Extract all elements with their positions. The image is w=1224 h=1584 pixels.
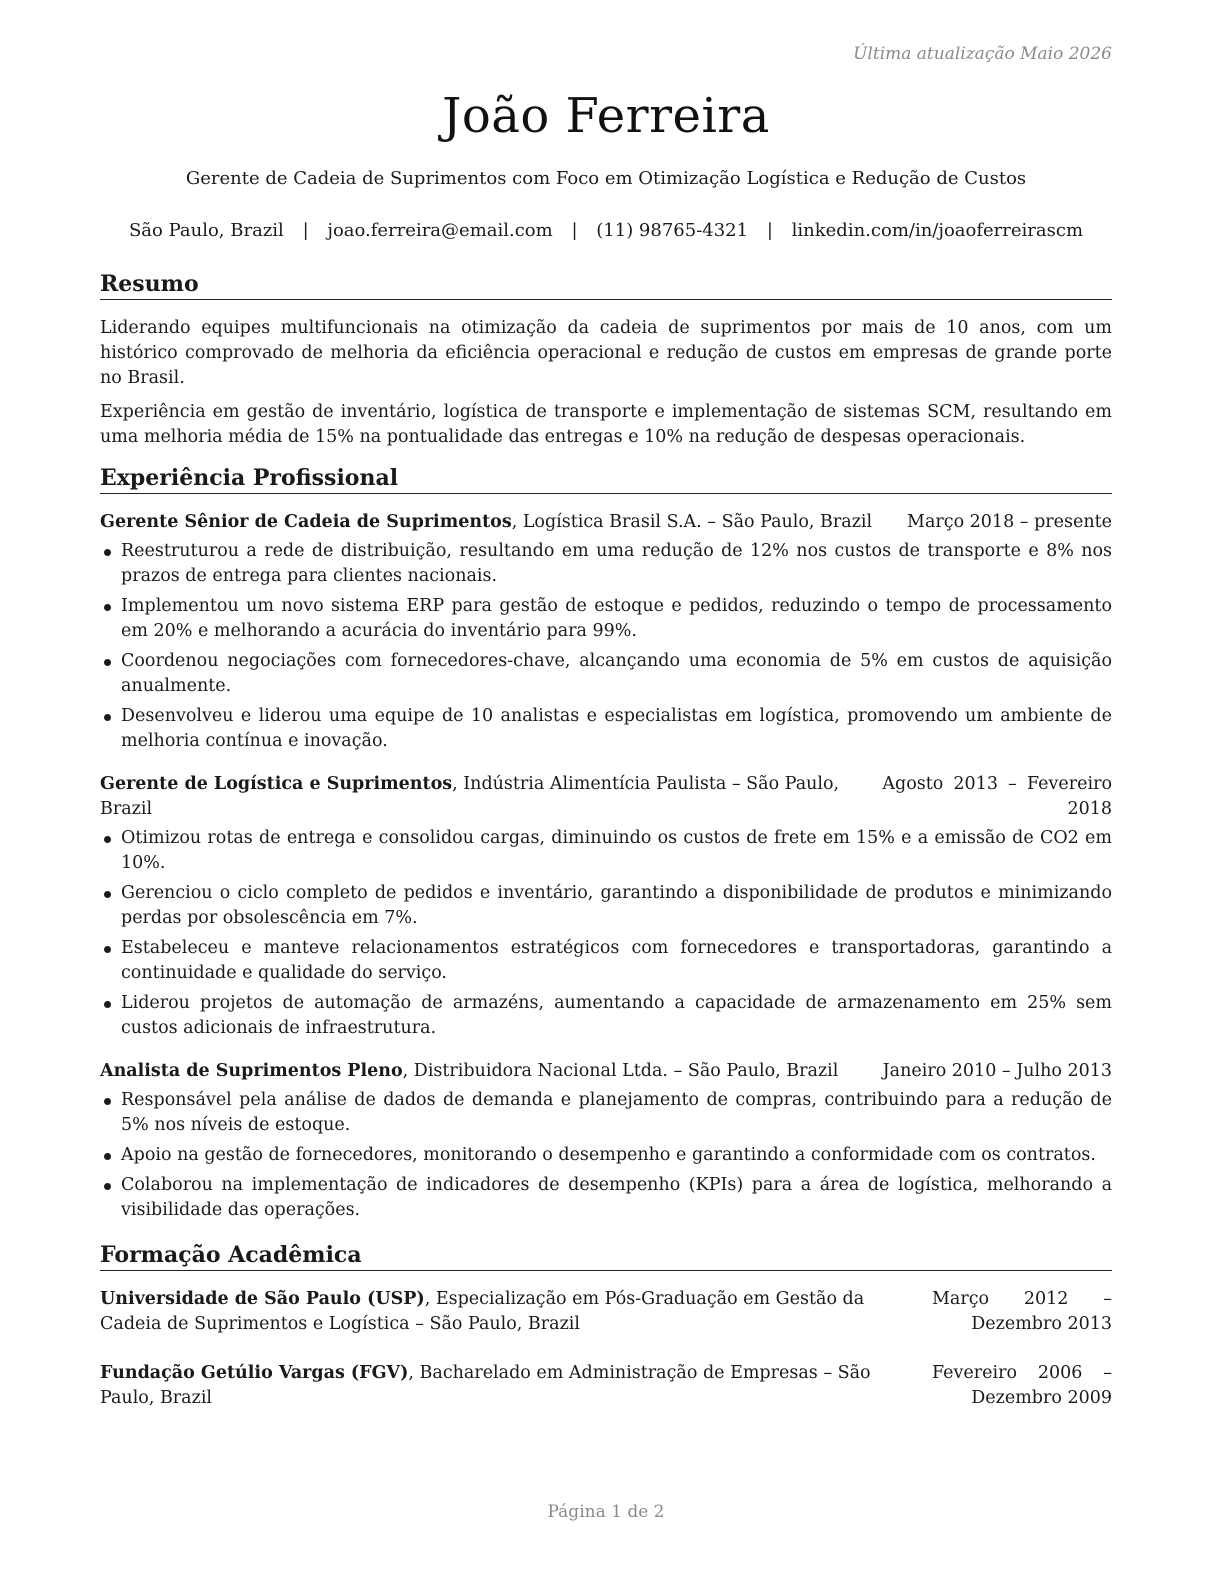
job-header: [100, 1059, 1112, 1084]
job-role: Gerente Sênior de Cadeia de Suprimentos: [100, 512, 512, 532]
education-school: Fundação Getúlio Vargas (FGV): [100, 1363, 409, 1383]
education-detail-line: [100, 1361, 924, 1411]
resume-body: [100, 270, 1112, 1435]
list-item: Gerenciou o ciclo completo de pedidos e inventário, garantindo a disponibilidade de produtos e minimizando perdas por obsolescência em 7%.: [100, 881, 1112, 931]
job-entry: [100, 510, 1112, 754]
job-dates: Janeiro 2010 – Julho 2013: [882, 1061, 1112, 1081]
contact-linkedin[interactable]: linkedin.com/in/joaoferreirascm: [791, 220, 1084, 241]
job-bullets: [100, 1088, 1112, 1223]
job-company: , Logística Brasil S.A. – São Paulo, Brazil: [511, 512, 873, 532]
education-school: Universidade de São Paulo (USP): [100, 1289, 425, 1309]
contact-line: [100, 220, 1112, 241]
summary-paragraph: Experiência em gestão de inventário, logística de transporte e implementação de sistemas SCM, resultando em uma melhoria média de 15% na pontualidade das entregas e 10% na redução de despesas operacionais.: [100, 402, 1112, 447]
education-dates: Fevereiro 2006 – Dezembro 2009: [932, 1363, 1112, 1408]
education-detail-line: [100, 1287, 924, 1337]
list-item: Desenvolveu e liderou uma equipe de 10 analistas e especialistas em logística, promovendo um ambiente de melhoria contínua e inovação.: [100, 704, 1112, 754]
job-dates: Agosto 2013 – Fevereiro 2018: [882, 774, 1112, 819]
education-dates: Março 2012 – Dezembro 2013: [932, 1289, 1112, 1334]
job-company: , Indústria Alimentícia Paulista – São Paulo, Brazil: [100, 774, 840, 819]
job-header: [100, 510, 1112, 535]
job-header: [100, 772, 1112, 822]
job-role: Analista de Suprimentos Pleno: [100, 1061, 403, 1081]
list-item: Estabeleceu e manteve relacionamentos estratégicos com fornecedores e transportadoras, garantindo a continuidade e qualidade do serviço.: [100, 936, 1112, 986]
job-bullets: [100, 826, 1112, 1041]
resume-page: [100, 0, 1112, 1584]
contact-email[interactable]: joao.ferreira@email.com: [327, 220, 553, 241]
job-company: , Distribuidora Nacional Ltda. – São Paulo, Brazil: [402, 1061, 839, 1081]
headline: Gerente de Cadeia de Suprimentos com Foco em Otimização Logística e Redução de Custos: [185, 168, 1027, 189]
list-item: Liderou projetos de automação de armazéns, aumentando a capacidade de armazenamento em 25% sem custos adicionais de infraestrutura.: [100, 991, 1112, 1041]
candidate-name: João Ferreira: [442, 88, 770, 144]
job-role: Gerente de Logística e Suprimentos: [100, 774, 453, 794]
education-detail: , Bacharelado em Administração de Empresas – São Paulo, Brazil: [100, 1363, 871, 1408]
contact-separator: |: [302, 220, 309, 241]
job-entry: [100, 772, 1112, 1041]
job-dates: Março 2018 – presente: [907, 512, 1112, 532]
list-item: Coordenou negociações com fornecedores-chave, alcançando uma economia de 5% em custos de aquisição anualmente.: [100, 649, 1112, 699]
contact-location: São Paulo, Brazil: [128, 220, 284, 241]
list-item: Apoio na gestão de fornecedores, monitorando o desempenho e garantindo a conformidade com os contratos.: [100, 1143, 1112, 1168]
list-item: Responsável pela análise de dados de demanda e planejamento de compras, contribuindo para a redução de 5% nos níveis de estoque.: [100, 1088, 1112, 1138]
list-item: Colaborou na implementação de indicadores de desempenho (KPIs) para a área de logística, melhorando a visibilidade das operações.: [100, 1173, 1112, 1223]
section-title-summary: Resumo: [100, 270, 1112, 300]
education-detail: , Especialização em Pós-Graduação em Gestão da Cadeia de Suprimentos e Logística – São Paulo, Brazil: [100, 1289, 865, 1334]
last-updated: Última atualização Maio 2026: [853, 44, 1112, 64]
summary-paragraph: Liderando equipes multifuncionais na otimização da cadeia de suprimentos por mais de 10 anos, com um histórico comprovado de melhoria da eficiência operacional e redução de custos em empresas de grande porte no Brasil.: [100, 318, 1112, 388]
list-item: Reestruturou a rede de distribuição, resultando em uma redução de 12% nos custos de transporte e 8% nos prazos de entrega para clientes nacionais.: [100, 539, 1112, 589]
section-title-education: Formação Acadêmica: [100, 1241, 1112, 1271]
job-entry: [100, 1059, 1112, 1223]
contact-phone: (11) 98765-4321: [596, 220, 749, 241]
job-title-line: [100, 510, 872, 535]
list-item: Otimizou rotas de entrega e consolidou cargas, diminuindo os custos de frete em 15% e a emissão de CO2 em 10%.: [100, 826, 1112, 876]
section-title-experience: Experiência Profissional: [100, 464, 1112, 494]
job-title-line: [100, 772, 862, 822]
contact-separator: |: [766, 220, 773, 241]
page-number: Página 1 de 2: [547, 1502, 665, 1522]
contact-separator: |: [571, 220, 578, 241]
job-title-line: [100, 1059, 838, 1084]
job-bullets: [100, 539, 1112, 754]
education-entry: [100, 1361, 1112, 1411]
education-entry: [100, 1287, 1112, 1337]
list-item: Implementou um novo sistema ERP para gestão de estoque e pedidos, reduzindo o tempo de processamento em 20% e melhorando a acurácia do inventário para 99%.: [100, 594, 1112, 644]
